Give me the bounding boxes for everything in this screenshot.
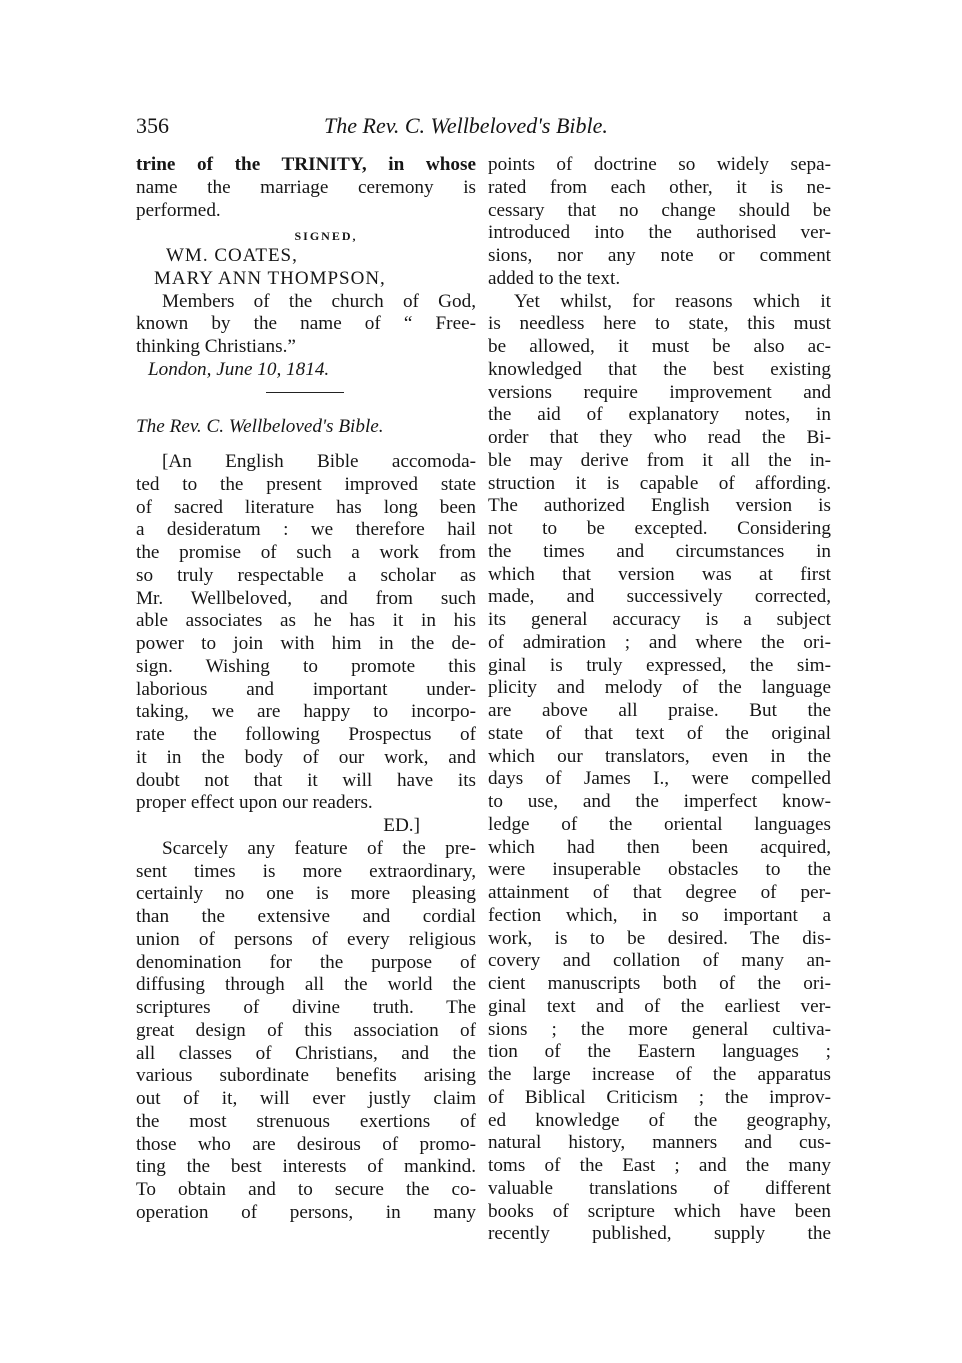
body-line: are above all praise. But the [488,700,831,721]
right-column [488,154,831,1246]
text-line: trine of the TRINITY, in whose [136,154,476,175]
body-line: introduced into the authorised ver- [488,222,831,244]
body-line: covery and collation of many an- [488,950,831,972]
body-line: various subordinate benefits arising [136,1065,476,1087]
body-line: state of that text of the original [488,722,831,744]
body-line: the times and circumstances in [488,540,831,562]
body-line: scriptures of divine truth. The [136,997,476,1018]
body-line: valuable translations of different [488,1177,831,1199]
editorial-line: so truly respectable a scholar as [136,564,476,586]
editorial-line: proper effect upon our readers. [136,792,373,814]
body-line: The authorized English version is [488,495,831,517]
signature-name: WM. COATES, [166,245,298,266]
body-line: to use, and the imperfect know- [488,791,831,812]
body-line: which our translators, even in the [488,745,831,767]
body-line: sions, nor any note or comment [488,245,831,266]
body-line: ledge of the oriental languages [488,813,831,835]
body-line: plicity and melody of the language [488,677,831,699]
body-line: cient manuscripts both of the ori- [488,973,831,994]
body-line: union of persons of every religious [136,928,476,950]
body-line: ginal is truly expressed, the sim- [488,654,831,676]
body-line: out of it, will ever justly claim [136,1088,476,1109]
body-line: the most strenuous exertions of [136,1110,476,1132]
body-line: of Biblical Criticism ; the improv- [488,1086,831,1108]
body-line: added to the text. [488,267,621,289]
body-line: ginal text and of the earliest ver- [488,995,831,1017]
body-line: To obtain and to secure the co- [136,1179,476,1200]
body-line: made, and successively corrected, [488,586,831,608]
body-line: its general accuracy is a subject [488,609,831,630]
body-line: ble may derive from it all the in- [488,449,831,471]
body-line: of admiration ; and where the ori- [488,631,831,653]
body-line: toms of the East ; and the many [488,1155,831,1176]
section-divider-holder [136,382,476,405]
editorial-line: a desideratum : we therefore hail [136,519,476,541]
body-line: knowledged that the best existing [488,358,831,380]
page-header [136,113,836,143]
body-line: sions ; the more general cultiva- [488,1018,831,1040]
editorial-line: sign. Wishing to promote this [136,655,476,677]
body-line: struction it is capable of affording. [488,472,831,494]
editorial-line: able associates as he has it in his [136,610,476,632]
text-line: Members of the church of God, [162,290,476,312]
body-line: be allowed, it must be also ac- [488,336,831,357]
article-title: The Rev. C. Wellbeloved's Bible. [136,416,384,438]
editorial-line: rate the following Prospectus of [136,724,476,745]
editorial-line: Mr. Wellbeloved, and from such [136,587,476,609]
body-line: rated from each other, it is ne- [488,176,831,198]
left-column [136,154,476,1225]
body-line: ting the best interests of mankind. [136,1156,476,1178]
body-line: ed knowledge of the geography, [488,1109,831,1131]
editorial-line: doubt not that it will have its [136,769,476,791]
text-line: name the marriage ceremony is [136,176,476,198]
body-line: fection which, in so important a [488,904,831,926]
body-line: Scarcely any feature of the pre- [162,837,476,859]
body-line: tion of the Eastern languages ; [488,1041,831,1063]
place-date: London, June 10, 1814. [148,358,330,380]
editorial-line: [An English Bible accomoda- [162,451,476,472]
body-line: points of doctrine so widely sepa- [488,154,831,175]
body-line: work, is to be desired. The dis- [488,927,831,949]
body-line: order that they who read the Bi- [488,427,831,448]
editor-mark: ED.] [383,815,420,836]
body-line: which that version was at first [488,563,831,585]
editorial-line: power to join with him in the de- [136,633,476,654]
section-divider [266,392,344,393]
body-line: operation of persons, in many [136,1201,476,1223]
text-line: known by the name of “ Free- [136,313,476,335]
body-line: days of James I., were compelled [488,768,831,790]
body-line: the large increase of the apparatus [488,1064,831,1085]
body-line: cessary that no change should be [488,199,831,221]
text-line: performed. [136,199,221,221]
editorial-line: it in the body of our work, and [136,746,476,768]
body-line: books of scripture which have been [488,1200,831,1222]
editorial-line: taking, we are happy to incorpo- [136,701,476,723]
body-line: were insuperable obstacles to the [488,859,831,881]
signed-label: SIGNED, [294,229,358,244]
editorial-line: laborious and important under- [136,678,476,700]
body-line: natural history, manners and cus- [488,1132,831,1154]
signature-name: MARY ANN THOMPSON, [154,267,386,289]
spacer [136,439,476,451]
body-line: Yet whilst, for reasons which it [514,290,831,312]
text-line: thinking Christians.” [136,336,296,357]
body-line: the aid of explanatory notes, in [488,404,831,426]
body-line: sent times is more extraordinary, [136,860,476,882]
body-line: recently published, supply the [488,1223,831,1245]
editorial-line: of sacred literature has long been [136,496,476,518]
body-line: all classes of Christians, and the [136,1042,476,1064]
editorial-line: the promise of such a work from [136,542,476,563]
body-line: versions require improvement and [488,381,831,403]
body-line: those who are desirous of promo- [136,1133,476,1155]
running-title: The Rev. C. Wellbeloved's Bible. [324,113,608,138]
body-line: great design of this association of [136,1019,476,1041]
editorial-line: ted to the present improved state [136,473,476,495]
body-line: certainly no one is more pleasing [136,883,476,905]
body-line: is needless here to state, this must [488,313,831,335]
body-line: not to be excepted. Considering [488,518,831,539]
body-line: than the extensive and cordial [136,906,476,927]
body-line: denomination for the purpose of [136,951,476,973]
body-line: diffusing through all the world the [136,974,476,996]
body-line: attainment of that degree of per- [488,882,831,903]
body-line: which had then been acquired, [488,836,831,858]
page-number: 356 [136,113,169,138]
